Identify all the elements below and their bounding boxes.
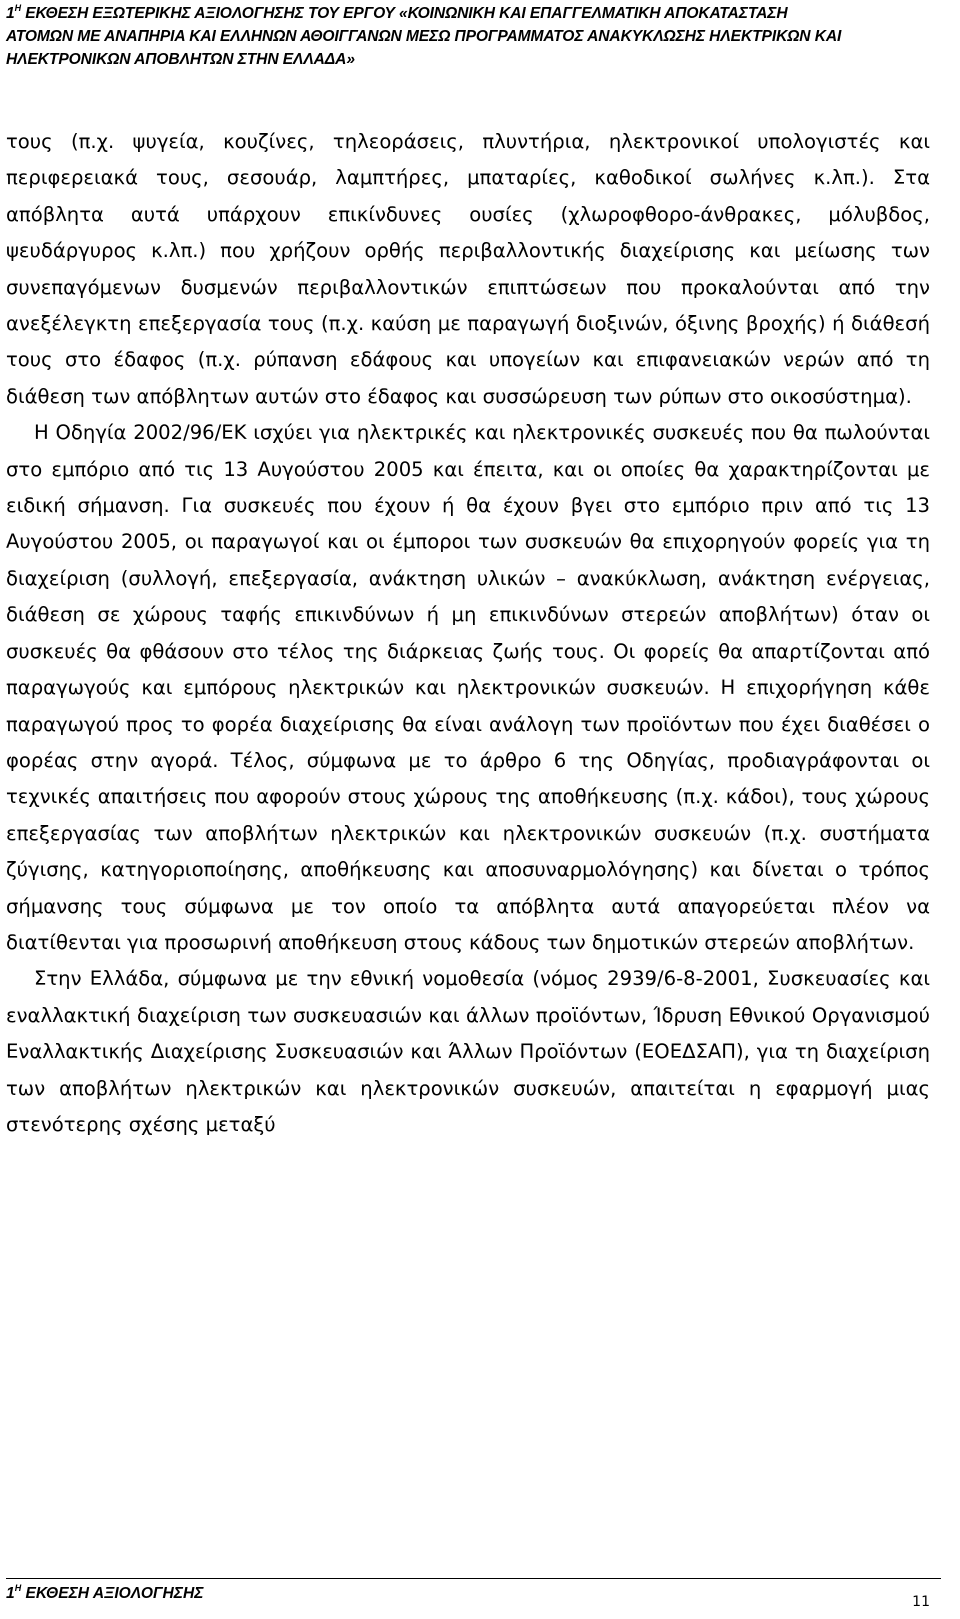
paragraph-directive: Η Οδηγία 2002/96/ΕΚ ισχύει για ηλεκτρικές και ηλεκτρονικές συσκευές που θα πωλούνται στο εμπόριο από τις 13 Αυγούστου 2005 και έπειτα, και οι οποίες θα χαρακτηρίζονται με ειδική σήμανση. Για συσκευές που έχουν ή θα έχουν βγει στο εμπόριο πριν από τις 13 Αυγούστου 2005, οι παραγωγοί και οι έμποροι των συσκευών θα επιχορηγούν φορείς για τη διαχείριση (συλλογή, επεξεργασία, ανάκτηση υλικών – ανακύκλωση, ανάκτηση ενέργειας, διάθεση σε χώρους ταφής επικινδύνων ή μη επικινδύνων στερεών αποβλήτων) όταν οι συσκευές θα φθάσουν στο τέλος της διάρκειας ζωής τους. Οι φορείς θα απαρτίζονται από παραγωγούς και εμπόρους ηλεκτρικών και ηλεκτρονικών συσκευών. Η επιχορήγηση κάθε παραγωγού προς το φορέα διαχείρισης θα είναι ανάλογη των προϊόντων που έχει διαθέσει ο φορέας στην αγορά. Τέλος, σύμφωνα με το άρθρο 6 της Οδηγίας, προδιαγράφονται οι τεχνικές απαιτήσεις που αφορούν στους χώρους της αποθήκευσης (π.χ. κάδοι), τους χώρους επεξεργασίας των αποβλήτων ηλεκτρικών και ηλεκτρονικών συσκευών (π.χ. συστήματα ζύγισης, κατηγοριοποίησης, αποθήκευσης και αποσυναρμολόγησης) και δίνεται ο τρόπος σήμανσης τους σύμφωνα με τον οποίο τα απόβλητα αυτά απαγορεύεται πλέον να διατίθενται για προσωρινή αποθήκευση στους κάδους των δημοτικών στερεών αποβλήτων. <box>6 421 930 954</box>
header-line-3: ΗΛΕΚΤΡΟΝΙΚΩΝ ΑΠΟΒΛΗΤΩΝ ΣΤΗΝ ΕΛΛΑΔΑ» <box>6 51 355 68</box>
header-ordinal-suffix: Η <box>14 3 21 13</box>
footer-divider <box>6 1578 941 1579</box>
header-ordinal-number: 1 <box>6 5 15 22</box>
footer-ordinal-suffix: Η <box>14 1583 22 1593</box>
header-line-2: ΑΤΟΜΩΝ ΜΕ ΑΝΑΠΗΡΙΑ ΚΑΙ ΕΛΛΗΝΩΝ ΑΘΟΙΓΓΑΝΩΝ ΜΕΣΩ ΠΡΟΓΡΑΜΜΑΤΟΣ ΑΝΑΚΥΚΛΩΣΗΣ ΗΛΕΚΤΡΙΚΩΝ ΚΑΙ <box>6 28 842 45</box>
footer-title <box>6 1583 203 1605</box>
paragraph-continuation: τους (π.χ. ψυγεία, κουζίνες, τηλεοράσεις, πλυντήρια, ηλεκτρονικοί υπολογιστές και περιφερειακά τους, σεσουάρ, λαμπτήρες, μπαταρίες, καθοδικοί σωλήνες κ.λπ.). Στα απόβλητα αυτά υπάρχουν επικίνδυνες ουσίες (χλωροφθορο-άνθρακες, μόλυβδος, ψευδάργυρος κ.λπ.) που χρήζουν ορθής περιβαλλοντικής διαχείρισης και μείωσης των συνεπαγόμενων δυσμενών περιβαλλοντικών επιπτώσεων που προκαλούνται από την ανεξέλεγκτη επεξεργασία τους (π.χ. καύση με παραγωγή διοξινών, όξινης βροχής) ή διάθεσή τους στο έδαφος (π.χ. ρύπανση εδάφους και υπογείων και επιφανειακών νερών από τη διάθεση των απόβλητων αυτών στο έδαφος και συσσώρευση των ρύπων στο οικοσύστημα). <box>6 130 930 408</box>
paragraph-greece: Στην Ελλάδα, σύμφωνα με την εθνική νομοθεσία (νόμος 2939/6-8-2001, Συσκευασίες και εναλλακτική διαχείριση των συσκευασιών και άλλων προϊόντων, Ίδρυση Εθνικού Οργανισμού Εναλλακτικής Διαχείρισης Συσκευασιών και Άλλων Προϊόντων (ΕΟΕΔΣΑΠ), για τη διαχείριση των αποβλήτων ηλεκτρικών και ηλεκτρονικών συσκευών, απαιτείται η εφαρμογή μιας στενότερης σχέσης μεταξύ <box>6 967 930 1136</box>
page-number: 11 <box>912 1594 930 1610</box>
header-line-1 <box>6 2 950 25</box>
running-header <box>6 2 950 71</box>
header-line-1-text: ΕΚΘΕΣΗ ΕΞΩΤΕΡΙΚΗΣ ΑΞΙΟΛΟΓΗΣΗΣ ΤΟΥ ΕΡΓΟΥ «ΚΟΙΝΩΝΙΚΗ ΚΑΙ ΕΠΑΓΓΕΛΜΑΤΙΚΗ ΑΠΟΚΑΤΑΣΤΑΣΗ <box>20 5 788 22</box>
footer-title-text: ΕΚΘΕΣΗ ΑΞΙΟΛΟΓΗΣΗΣ <box>21 1585 204 1602</box>
footer-ordinal-number: 1 <box>6 1585 15 1602</box>
document-body <box>6 124 930 1143</box>
